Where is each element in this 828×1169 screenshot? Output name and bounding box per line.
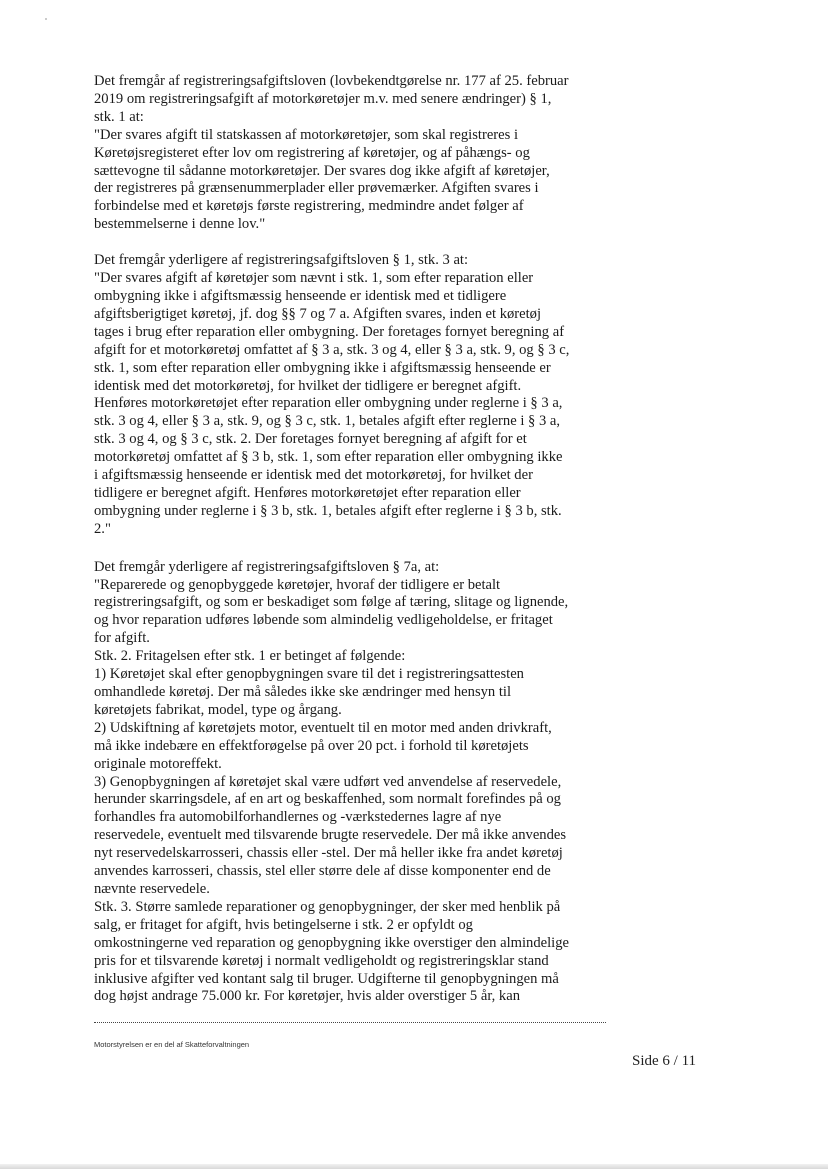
text-line: herunder skarringsdele, af en art og beskaffenhed, som normalt forefindes på og: [94, 791, 561, 808]
text-line: 3) Genopbygningen af køretøjet skal være udført ved anvendelse af reservedele,: [94, 773, 562, 790]
text-line: motorkøretøj omfattet af § 3 b, stk. 1, som efter reparation eller ombygning ikke: [94, 449, 563, 466]
text-line: anvendes karrosseri, chassis, stel eller større dele af disse komponenter end de: [94, 863, 551, 880]
text-line: køretøjets fabrikat, model, type og årgang.: [94, 701, 342, 718]
text-line: stk. 1, som efter reparation eller ombygning ikke i afgiftsmæssig henseende er: [94, 359, 551, 376]
scan-speck: [45, 18, 47, 20]
text-line: ombygning under reglerne i § 3 b, stk. 1, betales afgift efter reglerne i § 3 b, stk.: [94, 502, 562, 519]
text-line: nævnte reservedele.: [94, 880, 210, 897]
text-line: bestemmelserne i denne lov.": [94, 216, 266, 233]
text-line: for afgift.: [94, 630, 150, 647]
text-line: Det fremgår yderligere af registreringsafgiftsloven § 1, stk. 3 at:: [94, 252, 469, 269]
text-line: pris for et tilsvarende køretøj i normalt vedligeholdt og registreringsklar stand: [94, 952, 549, 969]
text-line: dog højst andrage 75.000 kr. For køretøjer, hvis alder overstiger 5 år, kan: [94, 988, 520, 1005]
text-line: nyt reservedelskarrosseri, chassis eller -stel. Der må heller ikke fra andet køretøj: [94, 845, 563, 862]
page-bottom-edge: [0, 1164, 828, 1169]
paragraph-1: [94, 73, 610, 234]
text-line: Henføres motorkøretøjet efter reparation eller ombygning under reglerne i § 3 a,: [94, 395, 563, 412]
text-line: reservedele, eventuelt med tilsvarende brugte reservedele. Der må ikke anvendes: [94, 827, 567, 844]
text-line: identisk med det motorkøretøj, for hvilket der tidligere er beregnet afgift.: [94, 377, 522, 394]
text-line: forhandles fra automobilforhandlernes og -værkstedernes lagre af nye: [94, 809, 502, 826]
text-line: Det fremgår yderligere af registreringsafgiftsloven § 7a, at:: [94, 558, 440, 575]
text-line: tages i brug efter reparation eller ombygning. Der foretages fornyet beregning af: [94, 323, 565, 340]
text-line: omhandlede køretøj. Der må således ikke ske ændringer med hensyn til: [94, 684, 512, 700]
text-line: Stk. 3. Større samlede reparationer og genopbygninger, der sker med henblik på: [94, 898, 561, 915]
page-number: Side 6 / 11: [632, 1053, 697, 1069]
text-line: sættevogne til sådanne motorkøretøjer. Der svares dog ikke afgift af køretøjer,: [94, 162, 550, 179]
text-line: "Reparerede og genopbyggede køretøjer, hvoraf der tidligere er betalt: [94, 576, 501, 593]
text-line: 2) Udskiftning af køretøjets motor, eventuelt til en motor med anden drivkraft,: [94, 719, 552, 736]
text-line: må ikke indebære en effektforøgelse på over 20 pct. i forhold til køretøjets: [94, 737, 529, 754]
text-line: og hvor reparation udføres løbende som almindelig vedligeholdelse, er fritaget: [94, 612, 553, 629]
text-line: omkostningerne ved reparation og genopbygning ikke overstiger den almindelige: [94, 934, 569, 951]
text-line: originale motoreffekt.: [94, 755, 222, 772]
text-line: tidligere er beregnet afgift. Henføres motorkøretøjet efter reparation eller: [94, 484, 521, 501]
text-line: afgift for et motorkøretøj omfattet af § 3 a, stk. 3 og 4, eller § 3 a, stk. 9, og § 3 c,: [94, 341, 570, 358]
text-line: stk. 3 og 4, og § 3 c, stk. 2. Der foretages fornyet beregning af afgift for et: [94, 431, 527, 448]
text-line: Køretøjsregisteret efter lov om registrering af køretøjer, og af påhængs- og: [94, 144, 530, 161]
text-line: Stk. 2. Fritagelsen efter stk. 1 er betinget af følgende:: [94, 648, 406, 665]
text-line: 2.": [94, 520, 111, 537]
text-line: 2019 om registreringsafgift af motorkøretøjer m.v. med senere ændringer) § 1,: [94, 90, 552, 107]
text-line: 1) Køretøjet skal efter genopbygningen svare til det i registreringsattesten: [94, 666, 524, 683]
text-line: salg, er fritaget for afgift, hvis betingelserne i stk. 2 er opfyldt og: [94, 916, 473, 933]
text-line: stk. 3 og 4, eller § 3 a, stk. 9, og § 3 c, stk. 1, betales afgift efter reglerne i § 3 a,: [94, 413, 561, 430]
text-line: Det fremgår af registreringsafgiftsloven (lovbekendtgørelse nr. 177 af 25. februar: [94, 73, 569, 89]
text-line: "Der svares afgift af køretøjer som nævnt i stk. 1, som efter reparation eller: [94, 270, 534, 287]
document-body: [94, 73, 610, 1006]
footer-note: Motorstyrelsen er en del af Skatteforvaltningen: [94, 1040, 250, 1049]
text-line: ombygning ikke i afgiftsmæssig henseende er identisk med et tidligere: [94, 287, 507, 304]
text-line: registreringsafgift, og som er beskadiget som følge af tæring, slitage og lignende,: [94, 594, 569, 611]
text-line: forbindelse med et køretøjs første registrering, medmindre andet følger af: [94, 198, 524, 215]
footer-divider: [94, 1022, 606, 1023]
paragraph-2: [94, 252, 610, 539]
text-line: inklusive afgifter ved kontant salg til bruger. Udgifterne til genopbygningen må: [94, 970, 559, 987]
paragraph-3: [94, 559, 610, 1007]
text-line: "Der svares afgift til statskassen af motorkøretøjer, som skal registreres i: [94, 126, 519, 143]
text-line: stk. 1 at:: [94, 108, 144, 125]
text-line: i afgiftsmæssig henseende er identisk med det motorkøretøj, for hvilket der: [94, 467, 533, 484]
text-line: der registreres på grænsenummerplader eller prøvemærker. Afgiften svares i: [94, 180, 539, 197]
text-line: afgiftsberigtiget køretøj, jf. dog §§ 7 og 7 a. Afgiften svares, inden et køretøj: [94, 305, 542, 322]
